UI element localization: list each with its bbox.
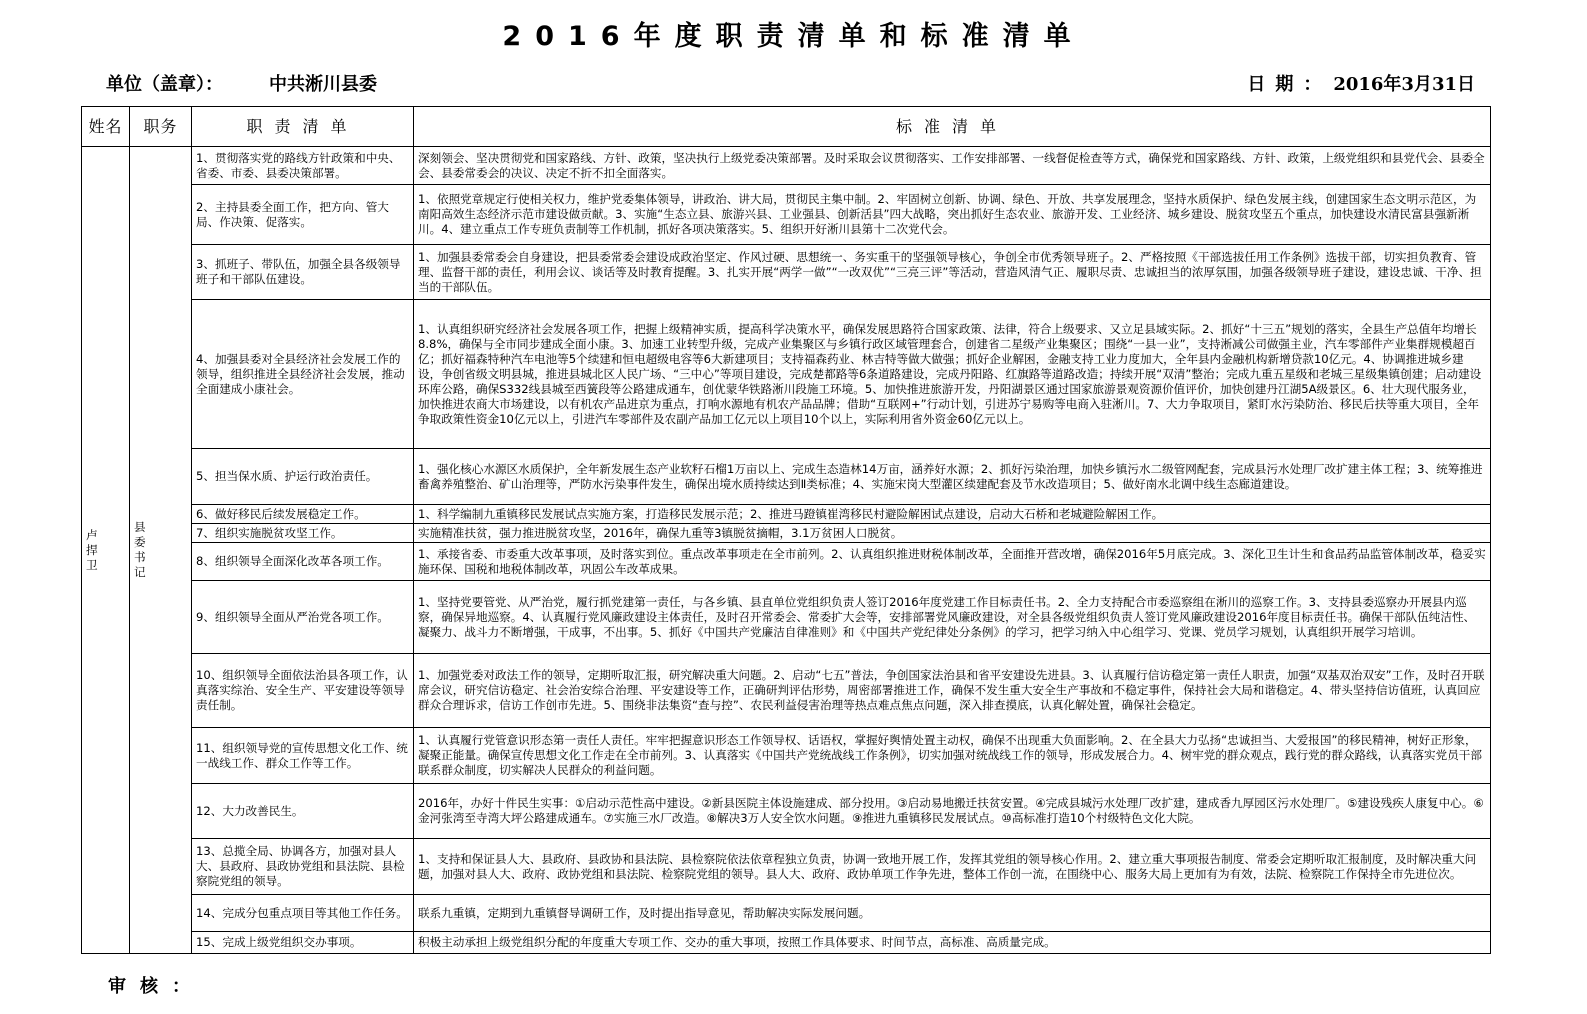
responsibility-cell: 15、完成上级党组织交办事项。 xyxy=(192,932,414,954)
date-line xyxy=(1247,70,1475,96)
table-row xyxy=(82,895,1491,932)
duty-table xyxy=(81,106,1491,954)
standard-cell: 深刻领会、坚决贯彻党和国家路线、方针、政策，坚决执行上级党委决策部署。及时采取会议贯彻落实、工作安排部署、一线督促检查等方式，确保党和国家路线、方针、政策，上级党组织和县党代会、县委全会、县委常委会的决议、决定不折不扣全面落实。 xyxy=(414,147,1491,185)
standard-cell: 1、加强县委常委会自身建设，把县委常委会建设成政治坚定、作风过硬、思想统一、务实重干的坚强领导核心，争创全市优秀领导班子。2、严格按照《干部选拔任用工作条例》选拔干部，切实担负教育、管理、监督干部的责任，利用会议、谈话等及时教育提醒。3、扎实开展“两学一做”“一改双优”“三亮三评”等活动，营造风清气正、履职尽责、忠诚担当的浓厚氛围，加强各级领导班子建设，建设忠诚、干净、担当的干部队伍。 xyxy=(414,245,1491,300)
date-label: 日期： xyxy=(1247,74,1332,95)
date-value: 2016年3月31日 xyxy=(1333,74,1475,95)
person-name-char: 卫 xyxy=(86,557,98,572)
table-row xyxy=(82,581,1491,654)
table-row xyxy=(82,147,1491,185)
responsibility-cell: 3、抓班子、带队伍，加强全县各级领导班子和干部队伍建设。 xyxy=(192,245,414,300)
person-name-char: 卢 xyxy=(86,527,98,542)
table-row xyxy=(82,524,1491,543)
responsibility-cell: 13、总揽全局、协调各方，加强对县人大、县政府、县政协党组和县法院、县检察院党组的领导。 xyxy=(192,839,414,895)
header-name: 姓名 xyxy=(82,107,130,147)
person-position-char: 委 xyxy=(134,535,146,549)
table-row xyxy=(82,185,1491,245)
standard-cell: 实施精准扶贫，强力推进脱贫攻坚，2016年，确保九重等3镇脱贫摘帽，3.1万贫困人口脱贫。 xyxy=(414,524,1491,543)
person-position-char: 记 xyxy=(134,565,146,579)
person-position-char: 县 xyxy=(134,520,146,534)
standard-cell: 1、强化核心水源区水质保护，全年新发展生态产业软籽石榴1万亩以上、完成生态造林14万亩，涵养好水源；2、抓好污染治理，加快乡镇污水二级管网配套，完成县污水处理厂改扩建主体工程；3、统筹推进畜禽养殖整治、矿山治理等，严防水污染事件发生，确保出境水质持续达到Ⅱ类标准；4、实施宋岗大型灌区续建配套及节水改造项目；5、做好南水北调中线生态廊道建设。 xyxy=(414,449,1491,505)
responsibility-cell: 7、组织实施脱贫攻坚工作。 xyxy=(192,524,414,543)
table-row xyxy=(82,839,1491,895)
standard-cell: 积极主动承担上级党组织分配的年度重大专项工作、交办的重大事项，按照工作具体要求、时间节点，高标准、高质量完成。 xyxy=(414,932,1491,954)
standard-cell: 1、认真组织研究经济社会发展各项工作，把握上级精神实质，提高科学决策水平，确保发展思路符合国家政策、法律，符合上级要求、又立足县域实际。2、抓好“十三五”规划的落实，全县生产总值年均增长8.8%，确保与全市同步建成全面小康。3、加速工业转型升级，完成产业集聚区与乡镇行政区域管理套合，创建省二星级产业集聚区；围绕“一县一业”，支持淅减公司做强主业，汽车零部件产业集群规模超百亿；抓好福森特种汽车电池等5个续建和恒电超级电容等6大新建项目；支持福森药业、林吉特等做大做强；抓好企业解困，金融支持工业力度加大，全年县内金融机构新增贷款10亿元。4、协调推进城乡建设，争创省级文明县城，推进县城北区人民广场、“三中心”等项目建设，完成楚都路等6条道路建设，完成丹阳路、红旗路等道路改造；持续开展“双清”整治；完成九重五星级和老城三星级集镇创建；启动建设环库公路，确保S332线县城至西簧段等公路建成通车，创优蒙华铁路淅川段施工环境。5、加快推进旅游开发，丹阳湖景区通过国家旅游景观资源价值评价，加快创建丹江湖5A级景区。6、壮大现代服务业，加快推进农商大市场建设，以有机农产品进京为重点，打响水源地有机农产品品牌；借助“互联网+”行动计划，引进苏宁易购等电商入驻淅川。7、大力争取项目，紧盯水污染防治、移民后扶等重大项目，全年争取政策性资金10亿元以上，引进汽车零部件及农副产品加工亿元以上项目10个以上，实际利用省外资金60亿元以上。 xyxy=(414,300,1491,449)
person-name-char: 捍 xyxy=(86,542,98,557)
page-title: 2016年度职责清单和标准清单 xyxy=(502,21,1085,52)
responsibility-cell: 8、组织领导全面深化改革各项工作。 xyxy=(192,543,414,581)
table-row xyxy=(82,932,1491,954)
standard-cell: 2016年，办好十件民生实事：①启动示范性高中建设。②新县医院主体设施建成、部分投用。③启动易地搬迁扶贫安置。④完成县城污水处理厂改扩建，建成香九厚园区污水处理厂。⑤建设残疾人康复中心。⑥金河张湾至寺湾大坪公路建成通车。⑦实施三水厂改造。⑧解决3万人安全饮水问题。⑨推进九重镇移民发展试点。⑩高标准打造10个村级特色文化大院。 xyxy=(414,784,1491,839)
header-standard: 标准清单 xyxy=(414,107,1491,147)
responsibility-cell: 10、组织领导全面依法治县各项工作，认真落实综治、安全生产、平安建设等领导责任制。 xyxy=(192,654,414,728)
responsibility-cell: 4、加强县委对全县经济社会发展工作的领导，组织推进全县经济社会发展，推动全面建成小康社会。 xyxy=(192,300,414,449)
header-responsibility: 职责清单 xyxy=(192,107,414,147)
standard-cell: 1、承接省委、市委重大改革事项，及时落实到位。重点改革事项走在全市前列。2、认真组织推进财税体制改革，全面推开营改增，确保2016年5月底完成。3、深化卫生计生和食品药品监管体制改革，稳妥实施环保、国税和地税体制改革，巩固公车改革成果。 xyxy=(414,543,1491,581)
standard-cell: 1、科学编制九重镇移民发展试点实施方案，打造移民发展示范；2、推进马蹬镇崔湾移民村避险解困试点建设，启动大石桥和老城避险解困工作。 xyxy=(414,505,1491,524)
table-row xyxy=(82,543,1491,581)
table-row xyxy=(82,300,1491,449)
standard-cell: 1、加强党委对政法工作的领导，定期听取汇报，研究解决重大问题。2、启动“七五”普法，争创国家法治县和省平安建设先进县。3、认真履行信访稳定第一责任人职责，加强“双基双治双安”工作，及时召开联席会议，研究信访稳定、社会治安综合治理、平安建设等工作，正确研判评估形势，周密部署推进工作，确保不发生重大安全生产事故和不稳定事件，保持社会大局和谐稳定。4、带头坚持信访值班，认真回应群众合理诉求，信访工作创市先进。5、围绕非法集资“查与控”、农民利益侵害治理等热点难点焦点问题，深入排查摸底，认真化解处置，确保社会稳定。 xyxy=(414,654,1491,728)
responsibility-cell: 11、组织领导党的宣传思想文化工作、统一战线工作、群众工作等工作。 xyxy=(192,728,414,784)
table-header-row xyxy=(82,107,1491,147)
responsibility-cell: 14、完成分包重点项目等其他工作任务。 xyxy=(192,895,414,932)
header-position: 职务 xyxy=(130,107,192,147)
table-row xyxy=(82,505,1491,524)
standard-cell: 1、依照党章规定行使相关权力，维护党委集体领导，讲政治、讲大局，贯彻民主集中制。2、牢固树立创新、协调、绿色、开放、共享发展理念，坚持水质保护、绿色发展主线，创建国家生态文明示范区，为南阳高效生态经济示范市建设做贡献。3、实施“生态立县、旅游兴县、工业强县、创新活县”四大战略，突出抓好生态农业、旅游开发、工业经济、城乡建设、脱贫攻坚五个重点，加快建设水清民富县强新淅川。4、建立重点工作专班负责制等工作机制，抓好各项决策落实。5、组织开好淅川县第十二次党代会。 xyxy=(414,185,1491,245)
responsibility-cell: 12、大力改善民生。 xyxy=(192,784,414,839)
person-name-cell xyxy=(82,147,130,954)
unit-value: 中共淅川县委 xyxy=(269,74,377,95)
review-label: 审核： xyxy=(108,976,204,997)
standard-cell: 1、支持和保证县人大、县政府、县政协和县法院、县检察院依法依章程独立负责，协调一致地开展工作，发挥其党组的领导核心作用。2、建立重大事项报告制度、常委会定期听取汇报制度，及时解决重大问题，加强对县人大、政府、政协党组和县法院、检察院党组的领导。县人大、政府、政协单项工作争先进，整体工作创一流，在围绕中心、服务大局上更加有为有效，法院、检察院工作保持全市先进位次。 xyxy=(414,839,1491,895)
standard-cell: 联系九重镇，定期到九重镇督导调研工作，及时提出指导意见，帮助解决实际发展问题。 xyxy=(414,895,1491,932)
responsibility-cell: 2、主持县委全面工作，把方向、管大局、作决策、促落实。 xyxy=(192,185,414,245)
responsibility-cell: 9、组织领导全面从严治党各项工作。 xyxy=(192,581,414,654)
standard-cell: 1、认真履行党管意识形态第一责任人责任。牢牢把握意识形态工作领导权、话语权，掌握好舆情处置主动权，确保不出现重大负面影响。2、在全县大力弘扬“忠诚担当、大爱报国”的移民精神，树好正形象，凝聚正能量。确保宣传思想文化工作走在全市前列。3、认真落实《中国共产党统战线工作条例》，切实加强对统战线工作的领导，形成发展合力。4、树牢党的群众观点，践行党的群众路线，认真落实党员干部联系群众制度，切实解决人民群众的利益问题。 xyxy=(414,728,1491,784)
standard-cell: 1、坚持党要管党、从严治党，履行抓党建第一责任，与各乡镇、县直单位党组织负责人签订2016年度党建工作目标责任书。2、全力支持配合市委巡察组在淅川的巡察工作。3、支持县委巡察办开展县内巡察，确保异地巡察。4、认真履行党风廉政建设主体责任，及时召开常委会、常委扩大会等，安排部署党风廉政建设，对全县各级党组织负责人签订党风廉政建设2016年度目标责任书。确保干部队伍纯洁性、凝聚力、战斗力不断增强，干成事，不出事。5、抓好《中国共产党廉洁自律准则》和《中国共产党纪律处分条例》的学习，把学习纳入中心组学习、党课、党员学习规划，认真组织开展学习培训。 xyxy=(414,581,1491,654)
table-row xyxy=(82,449,1491,505)
table-row xyxy=(82,728,1491,784)
table-row xyxy=(82,654,1491,728)
person-position-char: 书 xyxy=(134,550,146,564)
responsibility-cell: 1、贯彻落实党的路线方针政策和中央、省委、市委、县委决策部署。 xyxy=(192,147,414,185)
unit-line xyxy=(106,70,377,96)
table-row xyxy=(82,784,1491,839)
table-row xyxy=(82,245,1491,300)
unit-label: 单位（盖章）： xyxy=(106,74,223,95)
responsibility-cell: 5、担当保水质、护运行政治责任。 xyxy=(192,449,414,505)
responsibility-cell: 6、做好移民后续发展稳定工作。 xyxy=(192,505,414,524)
person-position-cell xyxy=(130,147,192,954)
